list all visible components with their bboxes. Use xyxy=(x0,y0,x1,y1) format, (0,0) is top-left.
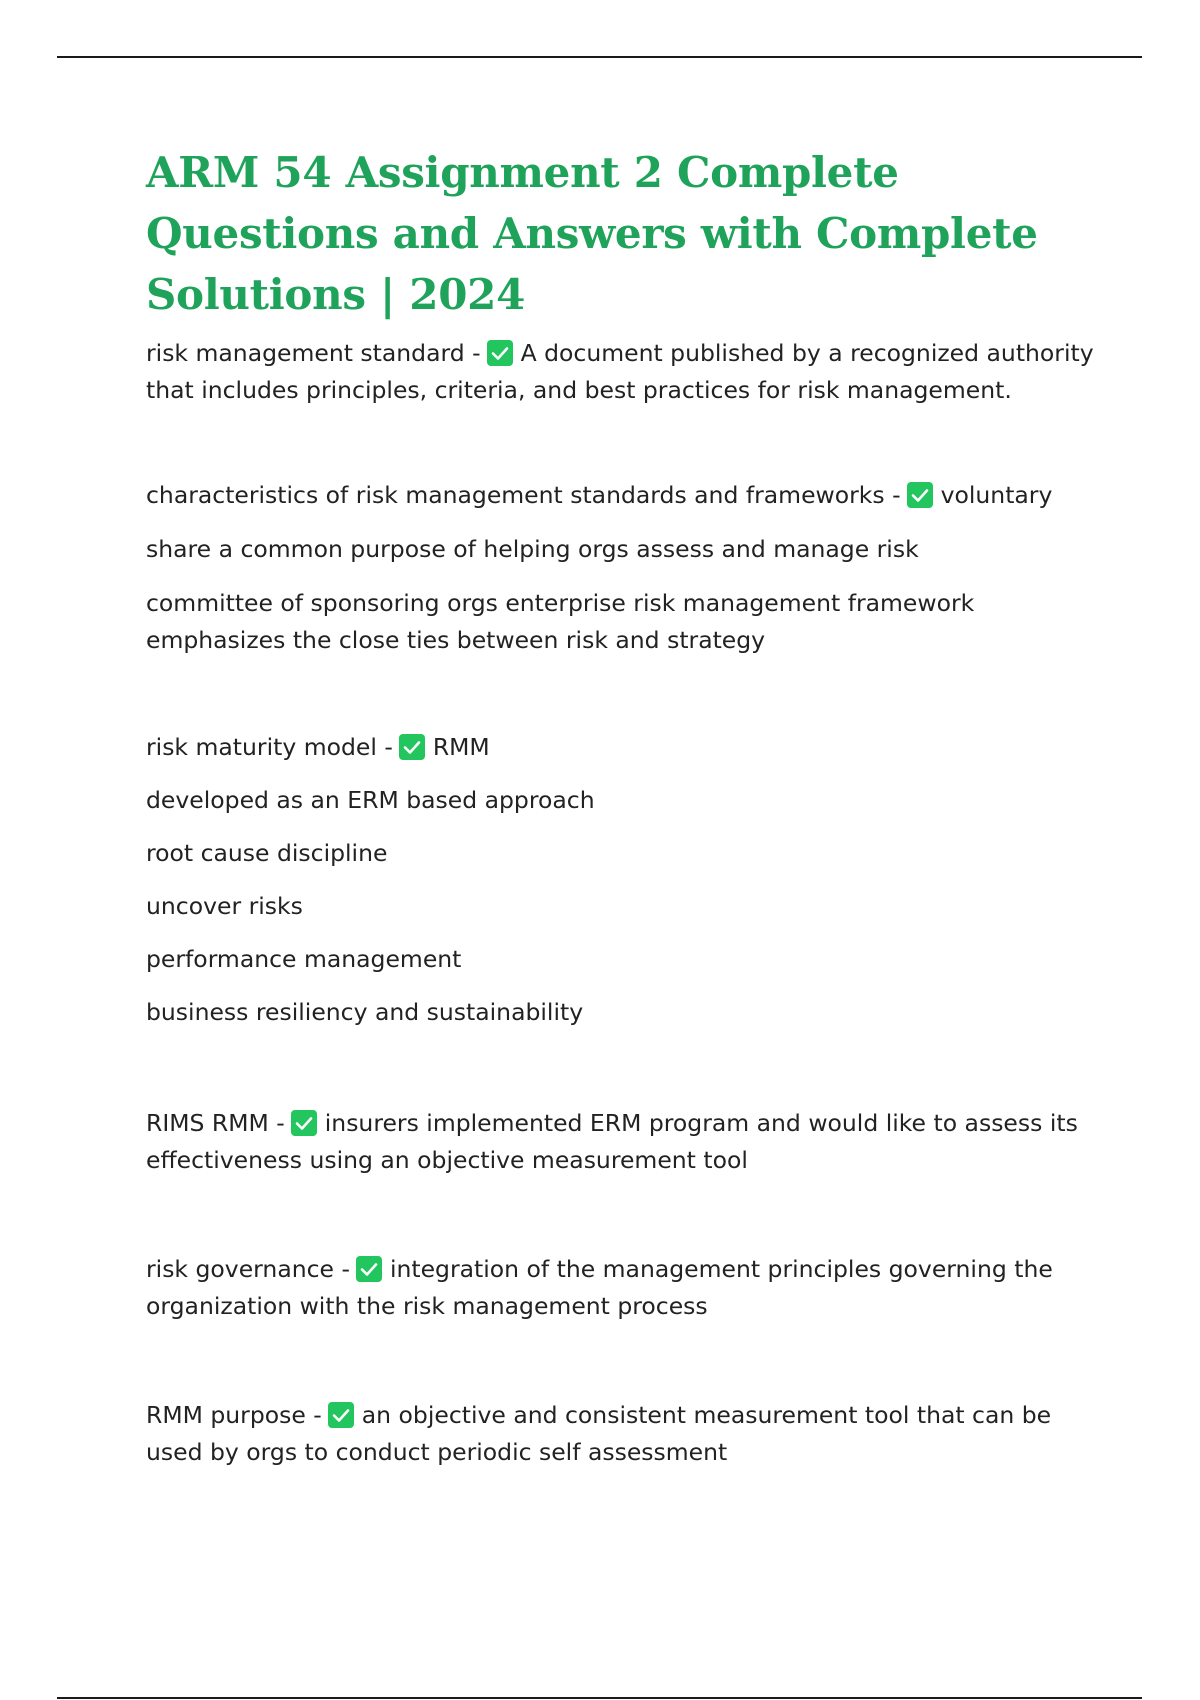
answer-text: insurers implemented ERM program and would like to assess its effectiveness using an objective measurement tool xyxy=(146,1109,1078,1174)
term-text: RMM purpose - xyxy=(146,1401,322,1429)
white-check-mark-button-icon xyxy=(487,340,513,366)
answer-text: integration of the management principles governing the organization with the risk management process xyxy=(146,1255,1053,1320)
answer-text: RMM xyxy=(432,733,490,761)
top-rule xyxy=(57,56,1142,58)
qa-entry xyxy=(146,729,1096,1031)
page-title: ARM 54 Assignment 2 Complete Questions and Answers with Complete Solutions | 2024 xyxy=(146,148,1038,319)
qa-entry xyxy=(146,1251,1096,1325)
white-check-mark-button-icon xyxy=(907,482,933,508)
term-text: risk management standard - xyxy=(146,339,481,367)
white-check-mark-button-icon xyxy=(328,1402,354,1428)
qa-entry xyxy=(146,335,1096,409)
answer-detail-line: root cause discipline xyxy=(146,839,388,867)
qa-entry xyxy=(146,1397,1096,1471)
qa-entry xyxy=(146,1105,1096,1179)
answer-text: an objective and consistent measurement tool that can be used by orgs to conduct periodic self assessment xyxy=(146,1401,1052,1466)
qa-line xyxy=(146,1251,1096,1325)
qa-line xyxy=(146,1105,1096,1179)
answer-text: voluntary xyxy=(940,481,1053,509)
answer-detail-line: share a common purpose of helping orgs assess and manage risk xyxy=(146,535,919,563)
answer-detail-line: uncover risks xyxy=(146,892,303,920)
qa-entry xyxy=(146,477,1096,659)
qa-line xyxy=(146,1397,1096,1471)
term-text: risk maturity model - xyxy=(146,733,393,761)
bottom-rule xyxy=(57,1697,1142,1699)
answer-detail-line: committee of sponsoring orgs enterprise risk management framework emphasizes the close ties between risk and strategy xyxy=(146,589,975,654)
white-check-mark-button-icon xyxy=(291,1110,317,1136)
qa-line xyxy=(146,335,1096,409)
term-text: RIMS RMM - xyxy=(146,1109,285,1137)
answer-text: A document published by a recognized authority that includes principles, criteria, and best practices for risk management. xyxy=(146,339,1094,404)
white-check-mark-button-icon xyxy=(399,734,425,760)
document-body xyxy=(146,142,1096,1471)
answer-detail-line: developed as an ERM based approach xyxy=(146,786,595,814)
qa-line xyxy=(146,729,1096,766)
term-text: characteristics of risk management standards and frameworks - xyxy=(146,481,901,509)
qa-line xyxy=(146,477,1096,514)
white-check-mark-button-icon xyxy=(356,1256,382,1282)
term-text: risk governance - xyxy=(146,1255,350,1283)
answer-detail-line: performance management xyxy=(146,945,462,973)
answer-detail-line: business resiliency and sustainability xyxy=(146,998,584,1026)
